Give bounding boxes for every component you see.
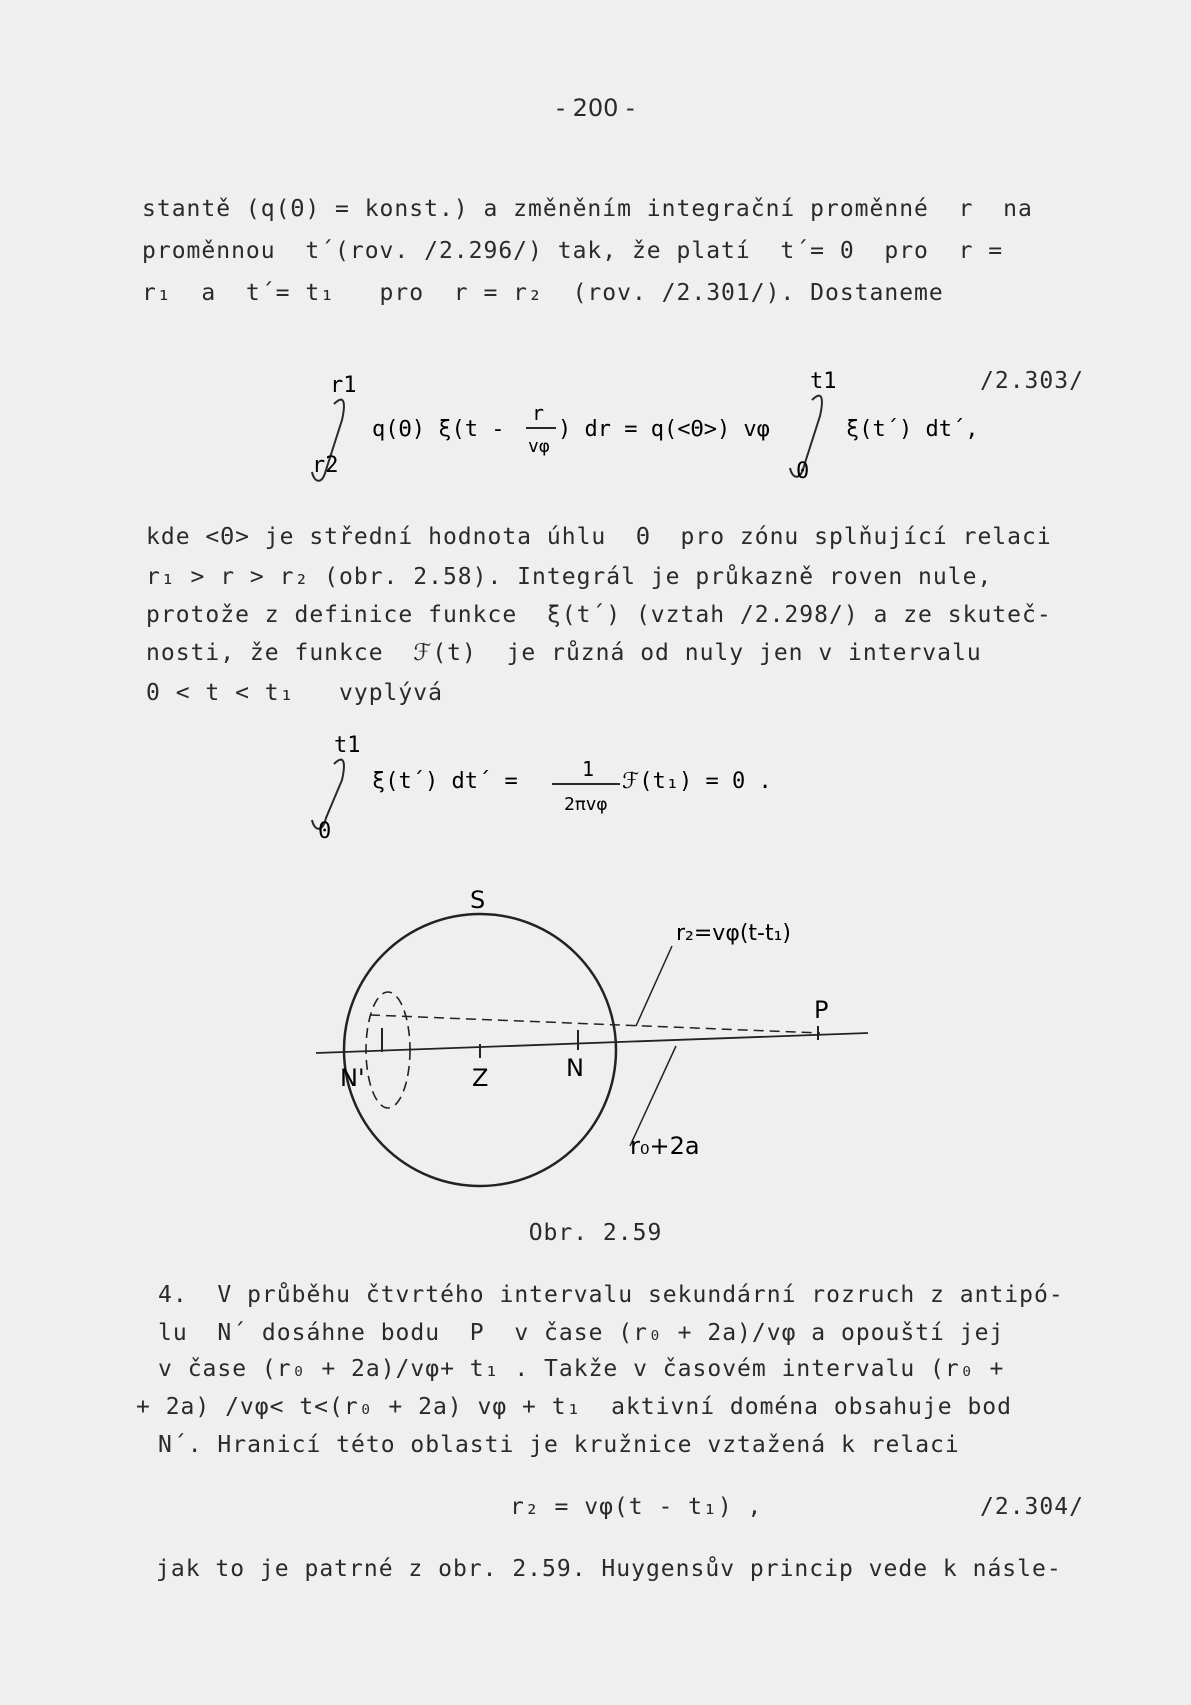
dashed-upper-line [370,1015,820,1033]
integrand: ξ(t´) dt´ = [372,769,518,794]
text-line: proměnnou t´(rov. /2.296/) tak, že platí t´= 0 pro r = [142,238,1004,264]
figure-caption: Obr. 2.59 [528,1220,663,1246]
text-line: N´. Hranicí této oblasti je kružnice vztažená k relaci [158,1432,960,1458]
text-line: nosti, že funkce ℱ(t) je různá od nuly jen v intervalu [146,640,982,666]
fraction-numerator: r [532,401,545,425]
label-n-prime: N' [340,1064,365,1092]
leader-r0 [630,1046,676,1146]
page-number: - 200 - [556,94,635,122]
lower-limit-left: r2 [312,453,339,478]
text-line: kde <Θ> je střední hodnota úhlu Θ pro zónu splňující relaci [146,524,1052,550]
label-z: Z [472,1064,489,1092]
axis-line [316,1033,868,1053]
result-expression: ℱ(t₁) = 0 . [622,769,772,794]
text-line: 0 < t < t₁ vyplývá [146,680,443,706]
label-n: N [566,1054,584,1082]
equation-integral-zero [300,726,860,846]
lower-limit-right: 0 [796,459,810,484]
fraction-denominator: vφ [528,436,550,457]
text-line: r₁ > r > r₂ (obr. 2.58). Integrál je průkazně roven nule, [146,564,993,590]
label-s: S [470,890,486,914]
label-r0-plus-2a: r₀+2a [630,1132,700,1160]
label-p: P [814,996,829,1024]
fraction-numerator: 1 [582,757,595,781]
equation-2-304: r₂ = vφ(t - t₁) , [510,1494,763,1520]
integrand-right: ξ(t´) dt´, [846,417,979,442]
equation-label: /2.304/ [980,1494,1084,1520]
text-line: jak to je patrné z obr. 2.59. Huygensův princip vede k násle- [156,1556,1062,1582]
text-line: v čase (r₀ + 2a)/vφ+ t₁ . Takže v časovém intervalu (r₀ + [158,1356,1005,1382]
figure-2-59 [300,890,900,1190]
equation-label: /2.303/ [980,368,1084,394]
upper-limit-left: r1 [330,373,357,398]
lower-limit: 0 [318,819,332,844]
label-r2-equation: r₂=vφ(t-t₁) [676,921,792,946]
middle-expression: ) dr = q(<Θ>) vφ [558,417,770,442]
text-line: 4. V průběhu čtvrtého intervalu sekundární rozruch z antipó- [158,1282,1064,1308]
upper-limit-right: t1 [810,369,837,394]
text-line: + 2a) /vφ< t<(r₀ + 2a) vφ + t₁ aktivní doména obsahuje bod [136,1394,1012,1420]
text-line: lu N´ dosáhne bodu P v čase (r₀ + 2a)/vφ a opouští jej [158,1320,1005,1346]
text-line: stantě (q(Θ) = konst.) a změněním integrační proměnné r na [142,196,1033,222]
integrand-left: q(Θ) ξ(t - [372,417,505,442]
upper-limit: t1 [334,733,361,758]
leader-r2 [636,946,672,1026]
text-line: r₁ a t´= t₁ pro r = r₂ (rov. /2.301/). Dostaneme [142,280,944,306]
text-line: protože z definice funkce ξ(t´) (vztah /2.298/) a ze skuteč- [146,602,1052,628]
fraction-denominator: 2πvφ [564,794,608,815]
